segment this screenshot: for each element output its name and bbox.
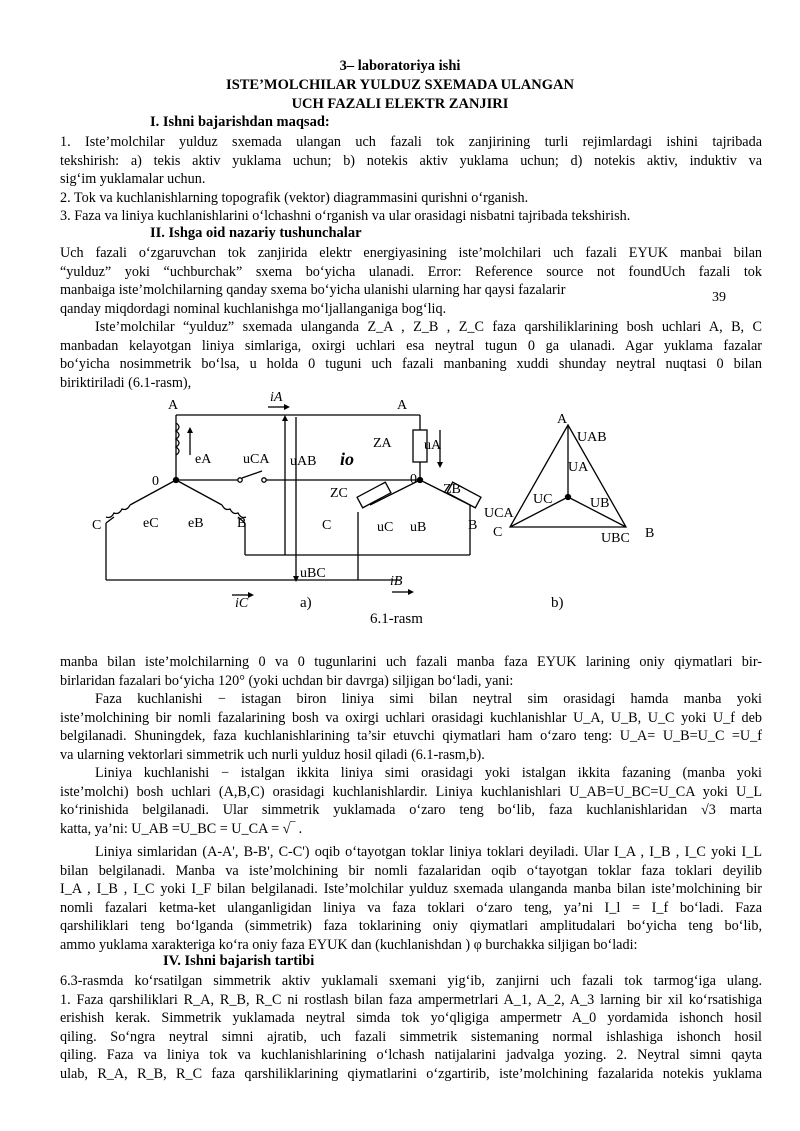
section4-heading: IV. Ishni bajarish tartibi: [163, 953, 315, 969]
section1-text: [60, 133, 762, 226]
text-line: erishish kerak. Simmetrik yuklamada neytral simda tok yo‘qligiga ampermetr A_0 yordamida ishonch hosil: [60, 1010, 762, 1027]
label-eB: eB: [188, 516, 204, 531]
para3: [60, 653, 762, 690]
text-line: manbaiga iste’molchilarning qanday sxema bo‘yicha ulanishi ularning har qaysi fazalarir: [60, 282, 566, 299]
text-line: va ularning vektorlari simmetrik uch nurli yulduz hosil qiladi (6.1-rasm,b).: [60, 746, 485, 763]
figure-caption: 6.1-rasm: [370, 611, 423, 627]
label-UBC: UBC: [601, 531, 630, 546]
label-io: io: [340, 449, 355, 469]
text-line: birlaridan fazalari bo‘yicha 120° (yoki uchdan bir davrga) siljigan bo‘ladi, yani:: [60, 672, 514, 689]
label-eC: eC: [143, 516, 159, 531]
para7: [60, 972, 762, 1084]
para6: [60, 843, 762, 955]
text-line: 3. Faza va liniya kuchlanishlarini o‘lchashni o‘rganish va ular orasidagi nisbatni tajribada tekshirish.: [60, 208, 631, 225]
title-line-2: UCH FAZALI ELEKTR ZANJIRI: [291, 96, 509, 112]
text-line: tekshirish: a) tekis aktiv yuklama uchun; b) notekis aktiv yuklama uchun; d) notekis aktiv, induktiv va: [60, 152, 762, 169]
text-line: Faza kuchlanishi − istagan biron liniya simi bilan neytral sim orasidagi hamda manba yoki: [95, 691, 762, 707]
text-line: 1. Faza qarshiliklari R_A, R_B, R_C ni rostlash bilan faza ampermetrlari A_1, A_2, A_3 larning bir xil ko‘rsatishiga: [60, 991, 762, 1008]
text-line: Liniya simlaridan (A-A', B-B', C-C') oqib o‘tayotgan toklar liniya toklari deyiladi. Ular I_A , I_B , I_C yoki I_L: [95, 844, 762, 860]
label-iC: iC: [235, 596, 249, 611]
label-B-source: B: [237, 516, 247, 531]
label-ZA: ZA: [373, 436, 392, 451]
text-line: nomli fazalari ketma-ket ulanganligidan liniya va faza toklari o‘zaro teng, ya’ni I_l = I_f bo‘ladi. Faza: [60, 899, 762, 916]
label-A-vector: A: [557, 412, 568, 427]
text-line: Iste’molchilar “yulduz” sxemada ulanganda Z_A , Z_B , Z_C faza qarshiliklarining bosh uchlari A, B, C: [95, 319, 762, 335]
page-number: 39: [712, 290, 726, 305]
text-line: ammo yuklama xarakteriga ko‘ra oniy faza EYUK dan (kuchlanishdan ) φ burchakka siljigan bo‘ladi:: [60, 936, 638, 953]
title-line-1: ISTE’MOLCHILAR YULDUZ SXEMADA ULANGAN: [226, 77, 574, 93]
text-line: 1. Iste’molchilar yulduz sxemada ulangan uch fazali tok zanjirining turli rejimlardagi ishini tajribada: [60, 134, 762, 150]
text-line: katta, ya’ni: U_AB =U_BC = U_CA = √‾ .: [60, 820, 303, 837]
label-C-source: C: [92, 518, 102, 533]
label-B-vector: B: [645, 526, 655, 541]
label-uCA: uCA: [243, 452, 270, 467]
text-line: bo‘yicha nosimmetrik bo‘lsa, u holda 0 tuguni uch fazali manbaning xuddi shunday neytral nuqtasi 0 bilan: [60, 356, 762, 373]
label-C-load: C: [322, 518, 332, 533]
text-line: qarshiliklari teng bo‘lganda (simmetrik) faza toklarining oniy qiymatlari amplitudalari bo‘yicha teng bo‘lib,: [60, 918, 762, 935]
text-line: belgilanadi. Shuningdek, faza kuchlanishlarining ta’sir etuvchi qiymatlari ham o‘zaro teng: U_A= U_B=U_C =U_f: [60, 728, 762, 745]
label-0-source: 0: [152, 474, 159, 489]
label-C-vector: C: [493, 525, 503, 540]
label-uB: uB: [410, 520, 427, 535]
text-line: ulab, R_A, R_B, R_C faza qarshiliklarining qiymatlarini o‘zgartirib, iste’molchining fazalarida notekis yuklama: [60, 1065, 762, 1082]
figure-6-1: [0, 385, 800, 630]
text-line: Liniya kuchlanishi − istalgan ikkita liniya simi orasidagi yoki istalgan ikkita fazaning (manba yoki: [95, 765, 762, 781]
label-eA: eA: [195, 452, 212, 467]
text-line: iste’molchi) bosh uchlari (A,B,C) orasidagi kuchlanishlardir. Liniya kuchlanishlari U_AB=U_BC=U_CA yoki U_L: [60, 783, 762, 800]
text-line: biriktiriladi (6.1-rasm),: [60, 374, 192, 391]
text-line: “yulduz” yoki “uchburchak” sxema bo‘yicha ulanadi. Error: Reference source not foundUch fazali tok: [60, 263, 762, 280]
label-uA: uA: [424, 438, 442, 453]
label-ZB: ZB: [443, 482, 461, 497]
text-line: iste’molchining bir nomli fazalarining bosh va oxirgi uchlari orasidagi kuchlanishlar U_A, U_B, U_C yoki U_f deb: [60, 709, 762, 726]
label-uBC: uBC: [300, 566, 326, 581]
text-line: manbadan kelayotgan liniya simlariga, oxirgi uchlari esa neytral tugun 0 ga ulanadi. Agar yuklama fazalar: [60, 337, 762, 354]
section2-para2: [60, 318, 762, 392]
lab-title: 3– laboratoriya ishi: [339, 58, 461, 74]
label-uAB: uAB: [290, 454, 317, 469]
text-line: ko‘rinishida belgilanadi. Ular simmetrik yuklamada o‘zaro teng bo‘lib, faza kuchlanishlaridan √3 marta: [60, 802, 762, 819]
label-iA: iA: [270, 390, 283, 405]
text-line: qanday miqdordagi nominal kuchlanishga mo‘ljallanganiga bog‘liq.: [60, 300, 447, 317]
label-A-load: A: [397, 398, 408, 413]
label-UCA: UCA: [484, 506, 514, 521]
para4: [60, 690, 762, 764]
text-line: I_A , I_B , I_C yoki I_F bilan belgilanadi. Iste’molchilar yulduz sxemada ulanganda manba bilan iste’molchining bir: [60, 881, 762, 898]
label-UB: UB: [590, 496, 610, 511]
text-line: Uch fazali o‘zgaruvchan tok zanjirida elektr energiyasining iste’molchilari uch fazali EYUK manbai bilan: [60, 245, 762, 261]
label-B-load: B: [468, 518, 478, 533]
text-line: qiling. So‘ngra neytral simni ajratib, uch fazali simmetrik sistemaning normal ishlashiga ishonch hosil: [60, 1028, 762, 1045]
label-0-load: 0: [410, 472, 417, 487]
label-A-source: A: [168, 398, 179, 413]
label-iB: iB: [390, 574, 403, 589]
text-line: manba bilan iste’molchilarning 0 va 0 tugunlarini uch fazali manba faza EYUK larining oniy qiymatlari bir-: [60, 654, 762, 670]
label-UAB: UAB: [577, 430, 607, 445]
text-line: bilan belgilanadi. Manba va iste’molchining bir nomli fazalaridan oqib o‘tayotgan toklar faza toklari deyilib: [60, 862, 762, 879]
section2-heading: II. Ishga oid nazariy tushunchalar: [150, 225, 362, 241]
para5: [60, 764, 762, 838]
label-b: b): [551, 595, 564, 611]
text-line: 2. Tok va kuchlanishlarning topografik (vektor) diagrammasini qurishni o‘rganish.: [60, 189, 529, 206]
section1-heading: I. Ishni bajarishdan maqsad:: [150, 114, 330, 130]
label-UA: UA: [568, 460, 589, 475]
label-ZC: ZC: [330, 486, 348, 501]
text-line: sig‘im yuklamalar uchun.: [60, 171, 206, 188]
label-UC: UC: [533, 492, 553, 507]
label-uC: uC: [377, 520, 394, 535]
section2-para1: [60, 244, 762, 318]
label-a: a): [300, 595, 312, 611]
text-line: qiling. Faza va liniya tok va kuchlanishlarining o‘lchash natijalarini jadvalga yozing. 2. Neytral simni qayta: [60, 1047, 762, 1064]
text-line: 6.3-rasmda ko‘rsatilgan simmetrik aktiv yuklamali sxemani yig‘ib, zanjirni uch fazali tok tarmog‘iga ulang.: [60, 973, 762, 989]
